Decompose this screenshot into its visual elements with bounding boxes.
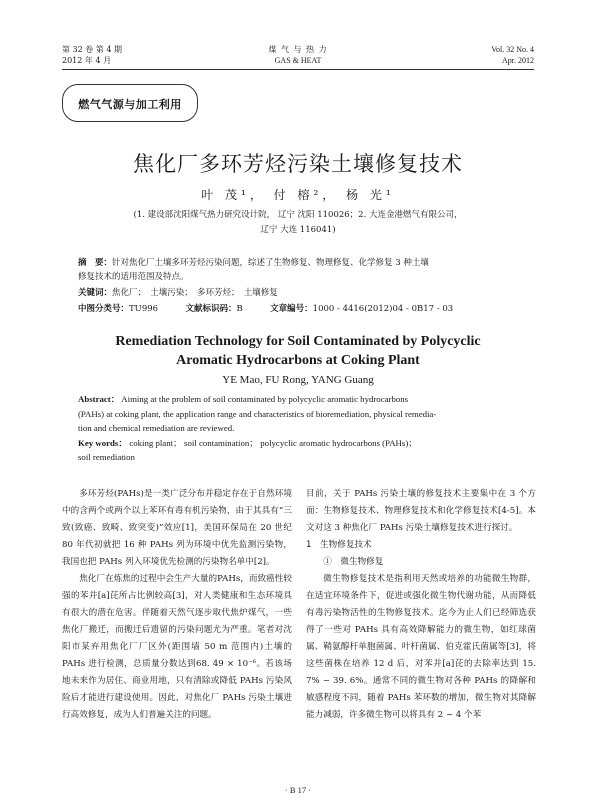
affiliation-line-2: 辽宁 大连 116041) [260,225,336,235]
doc-code-value: B [236,304,243,314]
body-column-left [62,486,292,724]
body-column-right [306,486,536,724]
english-abstract-label: Abstract： [78,394,120,404]
english-abstract-line-1: Aiming at the problem of soil contaminated by polycyclic aromatic hydrocarbons [121,394,409,404]
keywords-label: 关键词： [78,288,113,298]
affiliations [0,208,596,238]
article-no-label: 文章编号： [270,304,313,314]
abstract-text-2: 修复技术的适用范围及特点。 [78,272,189,282]
abstract-label: 摘 要： [78,258,113,268]
article-no-value: 1000 - 4416(2012)04 - 0B17 - 03 [312,304,454,314]
english-abstract-line-3: tion and chemical remediation are reviewed. [78,423,235,433]
header-volume-issue: 第 32 卷 第 4 期 [62,45,122,54]
paper-title: 焦化厂多环芳烃污染土壤修复技术 [133,152,463,176]
header-date-en: Apr. 2012 [502,56,534,65]
english-keywords-line-2: soil remediation [78,452,135,462]
english-title-line-2: Aromatic Hydrocarbons at Coking Plant [176,353,420,368]
header-volume-issue-en: Vol. 32 No. 4 [491,45,534,54]
english-keywords-label: Key words： [78,437,128,448]
clc-label: 中图分类号： [78,304,130,314]
body-right-paragraph-1: 目前，关于 PAHs 污染土壤的修复技术主要集中在 3 个方面：生物修复技术、物理修复技术和化学修复技术[4-5]。本文对这 3 种焦化厂 PAHs 污染土壤修复技术进行探讨。 [306,489,536,533]
section-tag [62,84,198,122]
subsection-heading-1: ① 微生物修复 [323,557,384,567]
header-volume-en [491,44,534,66]
english-abstract [78,392,520,465]
body-right-paragraph-2: 微生物修复技术是指利用天然或培养的功能微生物群，在适宜环境条件下，促进或强化微生物代谢功能，从而降低有毒污染物活性的生物修复技术。迄今为止人们已经筛选获得了一些对 PAHs 具有高效降解能力的微生物，如红球菌属、鞘氨醇杆单胞菌属、叶杆菌属、伯克霍氏菌属等[3]，将这些菌株在培养 12 d 后，对苯并[a]芘的去除率达到 15. 7% ~ 39. 6%。通常不同的微生物对各种 PAHs 的降解和敏感程度不同，随着 PAHs 苯环数的增加，微生物对其降解能力减弱，许多微生物可以将具有 2 ~ 4 个苯 [306,574,536,720]
keywords-text: 焦化厂； 土壤污染； 多环芳烃； 土壤修复 [112,288,278,298]
english-keywords-line-1: coking plant； soil contamination； polycyclic aromatic hydrocarbons (PAHs)； [129,437,418,448]
english-authors: YE Mao, FU Rong, YANG Guang [222,374,374,386]
header-date: 2012 年 4 月 [62,56,112,65]
doc-code-label: 文献标识码： [185,304,237,314]
affiliation-line-1: (1. 建设部沈阳煤气热力研究设计院， 辽宁 沈阳 110026；2. 大连金港燃气有限公司， [133,210,463,220]
abstract-cn [78,256,520,316]
body-left-paragraph-1: 多环芳烃(PAHs)是一类广泛分布并稳定存在于自然环境中的含两个或两个以上苯环有毒有机污染物，由于其具有“三致(致癌、致畸、致突变)”效应[1]，美国环保局在 20 世纪 80 年代初就把 16 种 PAHs 列为环境中优先监测污染物，我国也把 PAHs 列入环境优先检测的污染物名单中[2]。 [62,489,292,567]
header-volume [62,44,122,66]
section-tag-label: 燃气气源与加工利用 [78,98,182,111]
journal-name-cn: 煤 气 与 热 力 [268,45,328,54]
header-journal [198,44,398,66]
english-abstract-line-2: (PAHs) at coking plant, the application range and characteristics of bioremediation, physical remedia- [78,408,437,419]
page-number: · B 17 · [284,785,312,795]
english-title-line-1: Remediation Technology for Soil Contaminated by Polycyclic [115,334,481,349]
header-rule [62,69,534,70]
author-list: 叶 茂¹， 付 榕²， 杨 光¹ [201,188,395,202]
section-heading-1: 1 生物修复技术 [306,540,372,550]
body-left-paragraph-2: 焦化厂在炼焦的过程中会生产大量的PAHs，而致癌性较强的苯并[a]芘所占比例较高[3]，对人类健康和生态环境具有很大的潜在危害。伴随着天然气逐步取代焦炉煤气，一些焦化厂搬迁，而搬迁后遗留的污染问题尤为严重。笔者对沈阳市某弃用焦化厂厂区外(距围墙 50 m 范围内)土壤的 PAHs 进行检测，总质量分数达到68. 49 × 10⁻⁶。若该场地未来作为居住、商业用地，只有清除或降低 PAHs 污染风险后才能进行建设使用。因此，对焦化厂 PAHs 污染土壤进行高效修复，成为人们普遍关注的问题。 [62,574,292,720]
abstract-text-1: 针对焦化厂土壤多环芳烃污染问题，综述了生物修复、物理修复、化学修复 3 种土壤 [112,258,429,268]
journal-name-en: GAS & HEAT [274,56,322,65]
clc-value: TU996 [129,304,159,314]
